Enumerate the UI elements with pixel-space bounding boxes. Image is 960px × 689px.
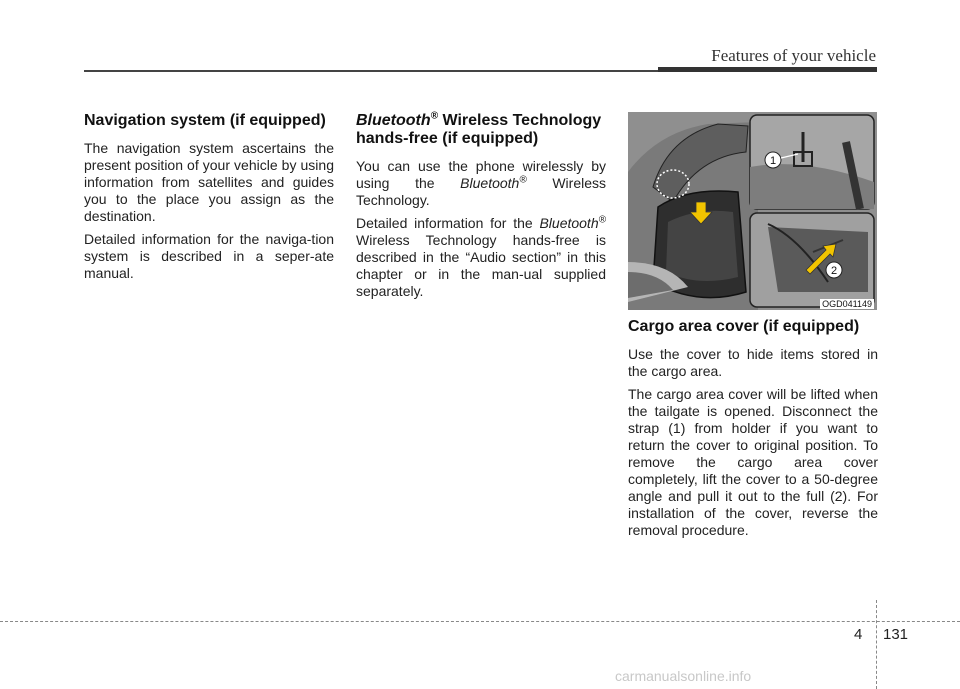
navigation-section	[84, 112, 334, 288]
bluetooth-section	[356, 112, 606, 306]
cargo-section	[628, 112, 878, 545]
page-number: 131	[883, 626, 909, 643]
watermark: carmanualsonline.info	[615, 668, 752, 684]
footer-divider	[876, 600, 877, 689]
navigation-paragraph-1: The navigation system ascertains the present position of your vehicle by using information from satellites and guides you to the place you assign as the destination.	[84, 140, 334, 224]
registered-mark: ®	[519, 174, 527, 186]
cargo-heading: Cargo area cover (if equipped)	[628, 318, 860, 335]
bluetooth-p1-brand: Bluetooth	[460, 175, 520, 191]
header-rule	[84, 70, 660, 72]
cargo-text	[628, 318, 878, 539]
bluetooth-p2-text-a: Detailed information for the	[356, 215, 540, 231]
bluetooth-heading-brand: Bluetooth	[356, 112, 431, 129]
navigation-heading: Navigation system (if equipped)	[84, 112, 326, 129]
bluetooth-heading-rest: Wireless Technology hands-free (if equipped)	[356, 112, 602, 147]
bluetooth-paragraph-2	[356, 215, 606, 300]
callout-2-label: 2	[830, 265, 838, 277]
registered-mark: ®	[598, 214, 606, 226]
bluetooth-p2-brand: Bluetooth	[539, 215, 599, 231]
figure-code: OGD041149	[822, 299, 872, 309]
cargo-cover-illustration	[628, 112, 877, 310]
chapter-number: 4	[854, 626, 863, 643]
footer-rule	[0, 621, 960, 622]
bluetooth-p1-text-a: You can use the phone wirelessly by using the	[356, 158, 606, 191]
header-rule-accent	[658, 67, 877, 72]
registered-mark: ®	[430, 110, 439, 122]
bluetooth-p2-text-c: Wireless Technology hands-free is described in the “Audio section” in this chapter or in the man-ual supplied separately.	[356, 232, 606, 299]
bluetooth-p1-text-c: Wireless Technology.	[356, 175, 607, 208]
callout-markers	[628, 112, 877, 310]
bluetooth-heading	[356, 112, 606, 148]
bluetooth-paragraph-1	[356, 158, 606, 209]
navigation-paragraph-2: Detailed information for the naviga-tion system is described in a seper-ate manual.	[84, 231, 334, 281]
cargo-paragraph-1: Use the cover to hide items stored in the cargo area.	[628, 346, 878, 379]
running-header-title: Features of your vehicle	[711, 46, 876, 65]
cargo-paragraph-2: The cargo area cover will be lifted when the tailgate is opened. Disconnect the strap (1) from holder if you want to return the cover to original position. To remove the cargo area cover completely, lift the cover to a 50-degree angle and pull it out to the full (2). For installation of the cover, reverse the removal procedure.	[628, 386, 878, 538]
callout-1-label: 1	[769, 155, 777, 167]
